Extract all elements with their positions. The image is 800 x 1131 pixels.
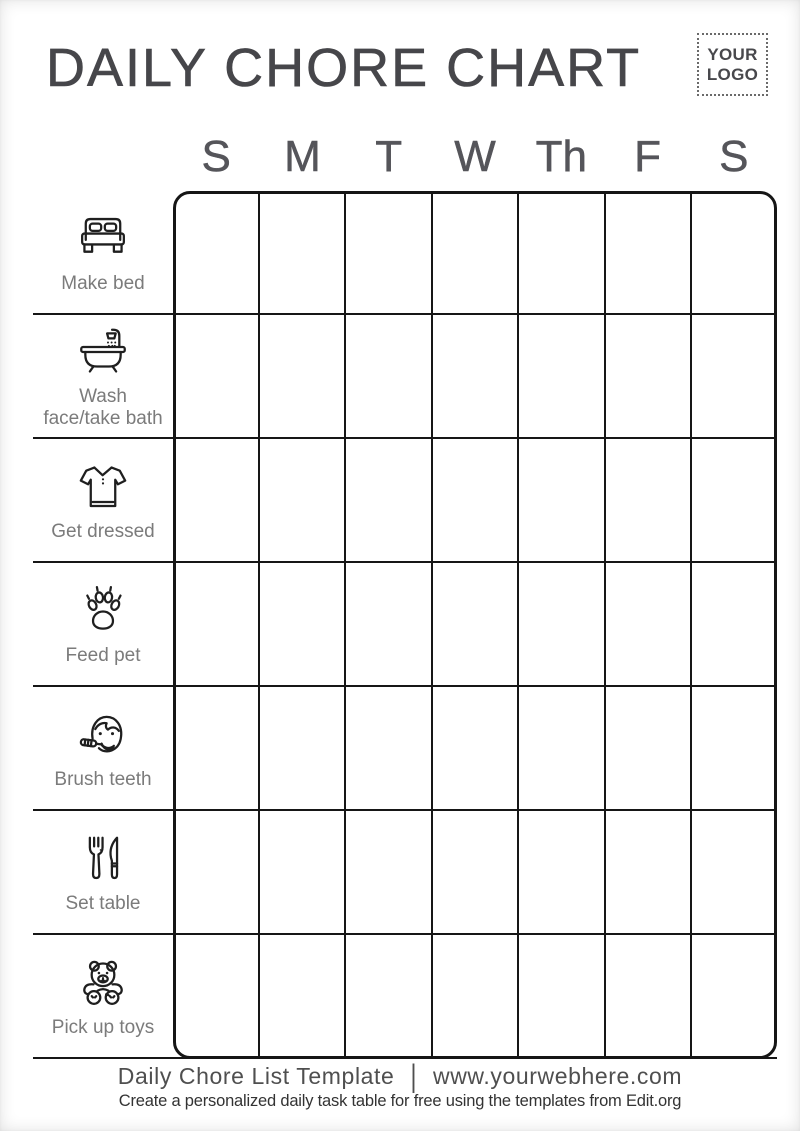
chore-cells	[173, 811, 777, 933]
footer-tagline: Create a personalized daily task table for free using the templates from Edit.org	[118, 1092, 682, 1110]
chore-cell-pick-up-toys-mon[interactable]	[260, 935, 347, 1057]
chore-cell-feed-pet-mon[interactable]	[260, 563, 347, 685]
chore-label-cell	[33, 439, 173, 561]
chore-cell-make-bed-tue[interactable]	[346, 191, 433, 313]
chore-cells	[173, 191, 777, 313]
chore-cell-get-dressed-sat[interactable]	[692, 439, 777, 561]
logo-placeholder[interactable]	[697, 33, 768, 96]
chore-row-brush-teeth	[33, 687, 777, 811]
chore-cell-wash-face-tue[interactable]	[346, 315, 433, 437]
chore-label: Wash face/take bath	[43, 386, 163, 429]
chore-cells	[173, 935, 777, 1057]
paw-icon	[74, 582, 132, 640]
chore-cell-feed-pet-sun[interactable]	[173, 563, 260, 685]
chore-cells	[173, 687, 777, 809]
chore-cell-make-bed-sat[interactable]	[692, 191, 777, 313]
day-header-thu: Th	[535, 132, 587, 181]
chore-cell-pick-up-toys-wed[interactable]	[433, 935, 520, 1057]
chore-label-cell	[33, 935, 173, 1057]
chore-cell-set-table-wed[interactable]	[433, 811, 520, 933]
chore-label: Pick up toys	[51, 1016, 155, 1038]
chore-cell-set-table-sun[interactable]	[173, 811, 260, 933]
chore-cell-set-table-thu[interactable]	[519, 811, 606, 933]
chore-cell-brush-teeth-wed[interactable]	[433, 687, 520, 809]
chore-cells	[173, 315, 777, 437]
tooth-brushing-icon	[74, 706, 132, 764]
chore-label: Brush teeth	[54, 768, 152, 790]
chore-cell-brush-teeth-sun[interactable]	[173, 687, 260, 809]
chore-cell-set-table-fri[interactable]	[606, 811, 693, 933]
chore-label: Get dressed	[51, 520, 155, 542]
chore-cell-wash-face-sun[interactable]	[173, 315, 260, 437]
chore-cell-get-dressed-tue[interactable]	[346, 439, 433, 561]
shirt-icon	[74, 458, 132, 516]
chore-label-cell	[33, 563, 173, 685]
chore-label-cell	[33, 687, 173, 809]
chore-cell-wash-face-thu[interactable]	[519, 315, 606, 437]
page-title: DAILY CHORE CHART	[46, 38, 642, 98]
chore-cell-pick-up-toys-fri[interactable]	[606, 935, 693, 1057]
chore-cell-wash-face-wed[interactable]	[433, 315, 520, 437]
chore-cell-make-bed-sun[interactable]	[173, 191, 260, 313]
chore-label: Set table	[65, 892, 141, 914]
logo-text-line2: LOGO	[706, 64, 759, 84]
chore-cell-get-dressed-mon[interactable]	[260, 439, 347, 561]
day-header-sat: S	[719, 132, 749, 181]
chore-cell-make-bed-mon[interactable]	[260, 191, 347, 313]
day-header-row	[173, 128, 777, 186]
chore-cell-make-bed-wed[interactable]	[433, 191, 520, 313]
day-header-mon: M	[284, 132, 321, 181]
chore-label: Make bed	[61, 272, 145, 294]
chore-row-wash-face	[33, 315, 777, 439]
chore-label-cell	[33, 191, 173, 313]
chore-label-cell	[33, 315, 173, 437]
chore-cell-set-table-mon[interactable]	[260, 811, 347, 933]
chore-cell-get-dressed-fri[interactable]	[606, 439, 693, 561]
chore-cell-pick-up-toys-tue[interactable]	[346, 935, 433, 1057]
chore-cell-set-table-sat[interactable]	[692, 811, 777, 933]
day-header-wed: W	[454, 132, 496, 181]
chore-row-get-dressed	[33, 439, 777, 563]
chore-cell-brush-teeth-thu[interactable]	[519, 687, 606, 809]
chore-cell-make-bed-fri[interactable]	[606, 191, 693, 313]
chore-row-pick-up-toys	[33, 935, 777, 1059]
teddy-bear-icon	[74, 954, 132, 1012]
footer-website: www.yourwebhere.com	[433, 1063, 683, 1089]
chore-cell-brush-teeth-mon[interactable]	[260, 687, 347, 809]
chore-row-feed-pet	[33, 563, 777, 687]
chore-cell-make-bed-thu[interactable]	[519, 191, 606, 313]
chore-cell-pick-up-toys-thu[interactable]	[519, 935, 606, 1057]
chore-label-cell	[33, 811, 173, 933]
footer-credit-line	[0, 1058, 800, 1094]
chore-cell-pick-up-toys-sun[interactable]	[173, 935, 260, 1057]
chore-cells	[173, 439, 777, 561]
chore-cell-feed-pet-thu[interactable]	[519, 563, 606, 685]
chore-cell-get-dressed-sun[interactable]	[173, 439, 260, 561]
chore-cell-get-dressed-wed[interactable]	[433, 439, 520, 561]
chore-label: Feed pet	[65, 644, 141, 666]
day-header-tue: T	[375, 132, 403, 181]
chore-cell-brush-teeth-fri[interactable]	[606, 687, 693, 809]
logo-text-line1: YOUR	[707, 45, 758, 65]
chore-grid	[33, 191, 777, 1059]
chore-cell-feed-pet-sat[interactable]	[692, 563, 777, 685]
chore-cell-feed-pet-wed[interactable]	[433, 563, 520, 685]
chore-cell-feed-pet-fri[interactable]	[606, 563, 693, 685]
chore-cell-pick-up-toys-sat[interactable]	[692, 935, 777, 1057]
bathtub-icon	[74, 323, 132, 381]
footer-separator: |	[410, 1058, 418, 1094]
chore-cell-wash-face-sat[interactable]	[692, 315, 777, 437]
chore-cell-feed-pet-tue[interactable]	[346, 563, 433, 685]
chore-cell-wash-face-mon[interactable]	[260, 315, 347, 437]
chore-cell-set-table-tue[interactable]	[346, 811, 433, 933]
cutlery-icon	[74, 830, 132, 888]
day-header-fri: F	[634, 132, 661, 181]
chore-cell-wash-face-fri[interactable]	[606, 315, 693, 437]
chore-cell-get-dressed-thu[interactable]	[519, 439, 606, 561]
chore-cell-brush-teeth-sat[interactable]	[692, 687, 777, 809]
chore-cell-brush-teeth-tue[interactable]	[346, 687, 433, 809]
footer-template-name: Daily Chore List Template	[117, 1063, 395, 1089]
bed-icon	[74, 210, 132, 268]
day-header-sun: S	[201, 132, 231, 181]
chore-cells	[173, 563, 777, 685]
chore-row-make-bed	[33, 191, 777, 315]
chore-row-set-table	[33, 811, 777, 935]
